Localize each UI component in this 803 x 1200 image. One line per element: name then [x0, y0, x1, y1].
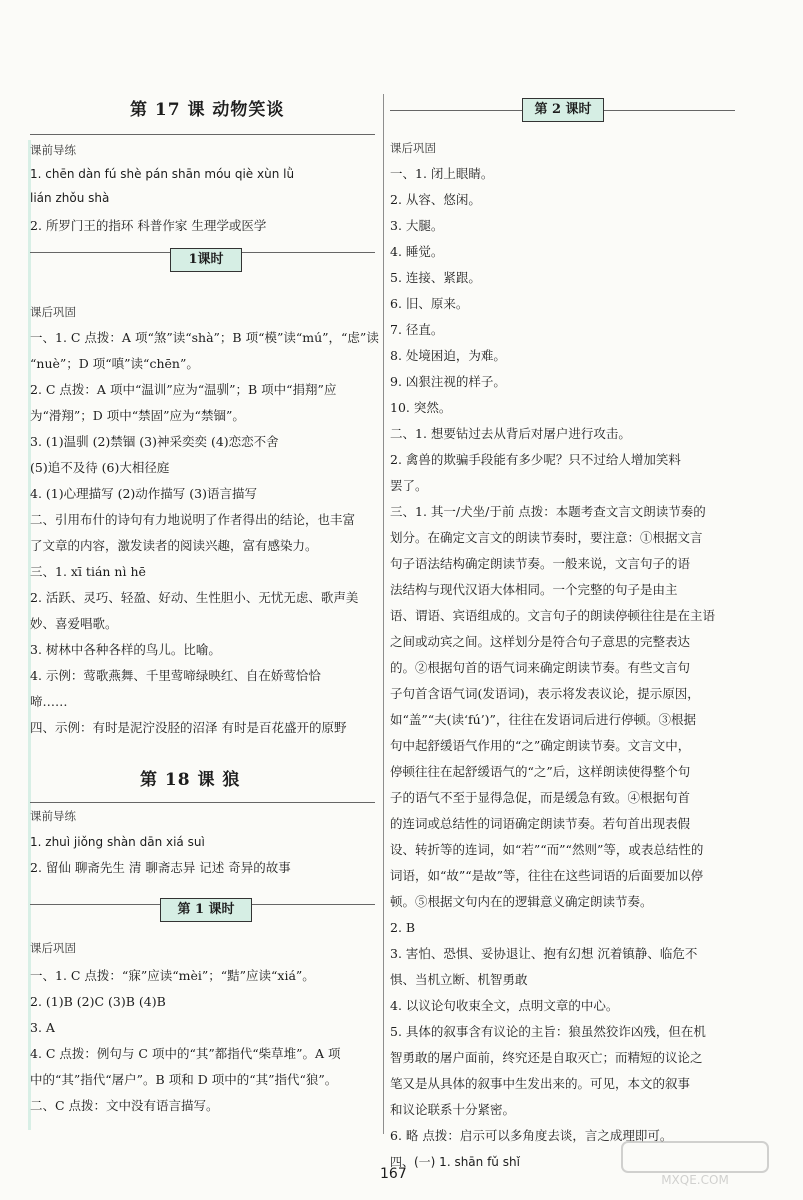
text-line: 一、1. C 点拨：A 项“煞”读“shà”；B 项“模”读“mú”，“虑”读 [30, 330, 379, 345]
text-line: 三、1. 其一/犬坐/于前 点拨：本题考查文言文朗读节奏的 [390, 504, 706, 519]
watermark-logo [620, 1140, 770, 1190]
text-line: 5. 具体的叙事含有议论的主旨：狼虽然狡诈凶残，但在机 [390, 1024, 706, 1039]
text-line: 2. 禽兽的欺骗手段能有多少呢？只不过给人增加笑料 [390, 452, 681, 467]
text-line: “nuè”；D 项“嗔”读“chēn”。 [30, 356, 199, 371]
text-line: 8. 处境困迫，为难。 [390, 348, 506, 363]
column-divider [383, 94, 384, 1134]
text-line: 四、(一) 1. shān fǔ shǐ [390, 1155, 520, 1169]
rule [30, 802, 375, 803]
text-line: 停顿往往在起舒缓语气的“之”后，这样朗读使得整个句 [390, 764, 691, 779]
text-line: 2. C 点拨：A 项中“温训”应为“温驯”；B 项中“捐翔”应 [30, 382, 337, 397]
text-line: 罢了。 [390, 478, 428, 493]
chapter-18-title: 第 18 课 狼 [140, 770, 241, 790]
text-line: 2. 活跃、灵巧、轻盈、好动、生性胆小、无忧无虑、歌声美 [30, 590, 359, 605]
text-line: 和议论联系十分紧密。 [390, 1102, 516, 1117]
text-line: 1. zhuì jiǒng shàn dān xiá suì [30, 835, 205, 849]
text-line: 顿。⑤根据文句内在的逻辑意义确定朗读节奏。 [390, 894, 653, 909]
text-line: 2. 所罗门王的指环 科普作家 生理学或医学 [30, 218, 267, 233]
text-line: (5)追不及待 (6)大相径庭 [30, 460, 170, 475]
text-line: 2. 从容、悠闲。 [390, 192, 481, 207]
text-line: 1. chēn dàn fú shè pán shān móu qiè xùn lǜ [30, 167, 295, 181]
text-line: 4. 睡觉。 [390, 244, 444, 259]
text-line: 子句首含语气词(发语词)，表示将发表议论，提示原因， [390, 686, 700, 701]
text-line: 9. 凶狠注视的样子。 [390, 374, 506, 389]
text-line: 6. 略 点拨：启示可以多角度去谈，言之成理即可。 [390, 1128, 673, 1143]
text-line: 设、转折等的连词，如“若”“而”“然则”等，或表总结性的 [390, 842, 704, 857]
text-line: lián zhǒu shà [30, 191, 110, 205]
text-line: 子的语气不至于显得急促，而是缓急有致。④根据句首 [390, 790, 691, 805]
text-line: 3. (1)温驯 (2)禁锢 (3)神采奕奕 (4)恋恋不舍 [30, 434, 279, 449]
text-line: 3. 害怕、恐惧、妥协退让、抱有幻想 沉着镇静、临危不 [390, 946, 698, 961]
section-head-review-18: 课后巩固 [30, 941, 76, 955]
text-line: 法结构与现代汉语大体相同。一个完整的句子是由主 [390, 582, 678, 597]
text-line: 二、1. 想要钻过去从背后对屠户进行攻击。 [390, 426, 631, 441]
text-line: 4. 示例：莺歌燕舞、千里莺啼绿映红、自在娇莺恰恰 [30, 668, 321, 683]
text-line: 了文章的内容，激发读者的阅读兴趣，富有感染力。 [30, 538, 318, 553]
text-line: 的连词或总结性的词语确定朗读节奏。若句首出现表假 [390, 816, 691, 831]
section-head-preview-17: 课前导练 [30, 143, 76, 157]
text-line: 啼…… [30, 694, 68, 709]
text-line: 10. 突然。 [390, 400, 452, 415]
section-head-review-2: 课后巩固 [390, 141, 436, 155]
text-line: 惧、当机立断、机智勇敢 [390, 972, 528, 987]
chapter-17-title: 第 17 课 动物笑谈 [130, 100, 285, 120]
text-line: 为“滑翔”；D 项中“禁固”应为“禁锢”。 [30, 408, 245, 423]
page-number: 167 [380, 1166, 407, 1182]
text-line: 一、1. C 点拨：“寐”应读“mèi”；“黠”应读“xiá”。 [30, 968, 315, 983]
text-line: 一、1. 闭上眼睛。 [390, 166, 494, 181]
watermark-text: MXQE.COM [661, 1173, 729, 1187]
text-line: 3. 大腿。 [390, 218, 444, 233]
text-line: 笔又是从具体的叙事中生发出来的。可见，本文的叙事 [390, 1076, 691, 1091]
text-line: 妙、喜爱唱歌。 [30, 616, 118, 631]
text-line: 划分。在确定文言文的朗读节奏时，要注意：①根据文言 [390, 530, 703, 545]
text-line: 词语，如“故”“是故”等，往往在这些词语的后面要加以停 [390, 868, 704, 883]
text-line: 3. A [30, 1020, 55, 1035]
text-line: 中的“其”指代“屠户”。B 项和 D 项中的“其”指代“狼”。 [30, 1072, 338, 1087]
lesson-box-2: 第 2 课时 [522, 98, 604, 122]
rule [30, 134, 375, 135]
text-line: 如“盖”“夫(读‘fú’)”，往往在发语词后进行停顿。③根据 [390, 712, 696, 727]
lesson-box-1: 1课时 [170, 248, 242, 272]
text-line: 语、谓语、宾语组成的。文言句子的朗读停顿往往是在主语 [390, 608, 716, 623]
text-line: 句子语法结构确定朗读节奏。一般来说，文言句子的语 [390, 556, 691, 571]
text-line: 四、示例：有时是泥泞没胫的沼泽 有时是百花盛开的原野 [30, 720, 347, 735]
text-line: 二、C 点拨：文中没有语言描写。 [30, 1098, 219, 1113]
section-head-preview-18: 课前导练 [30, 809, 76, 823]
text-line: 3. 树林中各种各样的鸟儿。比喻。 [30, 642, 221, 657]
text-line: 4. (1)心理描写 (2)动作描写 (3)语言描写 [30, 486, 257, 501]
text-line: 二、引用布什的诗句有力地说明了作者得出的结论，也丰富 [30, 512, 356, 527]
text-line: 句中起舒缓语气作用的“之”确定朗读节奏。文言文中， [390, 738, 691, 753]
lesson-box-18-1: 第 1 课时 [160, 898, 252, 922]
text-line: 4. 以议论句收束全文，点明文章的中心。 [390, 998, 619, 1013]
section-head-review-17: 课后巩固 [30, 305, 76, 319]
text-line: 2. B [390, 920, 416, 935]
text-line: 5. 连接、紧跟。 [390, 270, 481, 285]
text-line: 2. (1)B (2)C (3)B (4)B [30, 994, 166, 1009]
text-line: 4. C 点拨：例句与 C 项中的“其”都指代“柴草堆”。A 项 [30, 1046, 341, 1061]
text-line: 7. 径直。 [390, 322, 444, 337]
text-line: 智勇敢的屠户面前，终究还是自取灭亡；而精短的议论之 [390, 1050, 703, 1065]
text-line: 2. 留仙 聊斋先生 清 聊斋志异 记述 奇异的故事 [30, 860, 291, 875]
text-line: 6. 旧、原来。 [390, 296, 469, 311]
text-line: 三、1. xī tián nì hē [30, 564, 146, 579]
text-line: 之间或动宾之间。这样划分是符合句子意思的完整表达 [390, 634, 691, 649]
text-line: 的。②根据句首的语气词来确定朗读节奏。有些文言句 [390, 660, 691, 675]
